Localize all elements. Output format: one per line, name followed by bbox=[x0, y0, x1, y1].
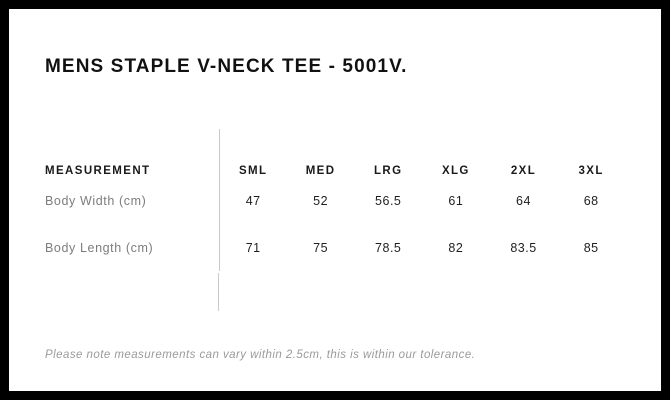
size-chart-page bbox=[9, 9, 661, 391]
column-header-size-med: MED bbox=[305, 165, 336, 177]
row-label-body-length: Body Length (cm) bbox=[45, 224, 219, 271]
cell-body-width-med: 52 bbox=[313, 193, 329, 208]
cell-body-length-2xl: 83.5 bbox=[510, 240, 537, 255]
column-header-size-lrg: LRG bbox=[373, 165, 403, 177]
column-header-size-sml: SML bbox=[238, 165, 268, 177]
cell-body-length-med: 75 bbox=[313, 240, 329, 255]
column-header-size-3xl: 3XL bbox=[578, 165, 604, 177]
cell-body-width-2xl: 64 bbox=[516, 193, 531, 208]
table-body bbox=[45, 177, 625, 271]
cell-body-width-sml: 47 bbox=[245, 193, 261, 208]
column-header-measurement: MEASUREMENT bbox=[45, 129, 219, 177]
column-header-size-xlg: XLG bbox=[441, 165, 470, 177]
cell-body-width-lrg: 56.5 bbox=[375, 193, 402, 208]
size-table bbox=[45, 129, 625, 271]
cell-body-width-xlg: 61 bbox=[448, 193, 464, 208]
table-divider-line bbox=[218, 273, 219, 311]
cell-body-length-3xl: 85 bbox=[583, 240, 599, 255]
cell-body-width-3xl: 68 bbox=[583, 193, 599, 208]
size-table-container bbox=[45, 129, 625, 271]
cell-body-length-sml: 71 bbox=[245, 240, 261, 255]
table-header-row bbox=[45, 129, 625, 177]
tolerance-note: Please note measurements can vary within 2.5cm, this is within our tolerance. bbox=[45, 349, 476, 361]
table-row bbox=[45, 177, 625, 224]
page-title: MENS STAPLE V-NECK TEE - 5001V. bbox=[45, 56, 408, 77]
table-header bbox=[45, 129, 625, 177]
table-row bbox=[45, 224, 625, 271]
cell-body-length-lrg: 78.5 bbox=[375, 240, 402, 255]
row-label-body-width: Body Width (cm) bbox=[45, 177, 219, 224]
cell-body-length-xlg: 82 bbox=[448, 240, 464, 255]
column-header-size-2xl: 2XL bbox=[510, 165, 537, 177]
